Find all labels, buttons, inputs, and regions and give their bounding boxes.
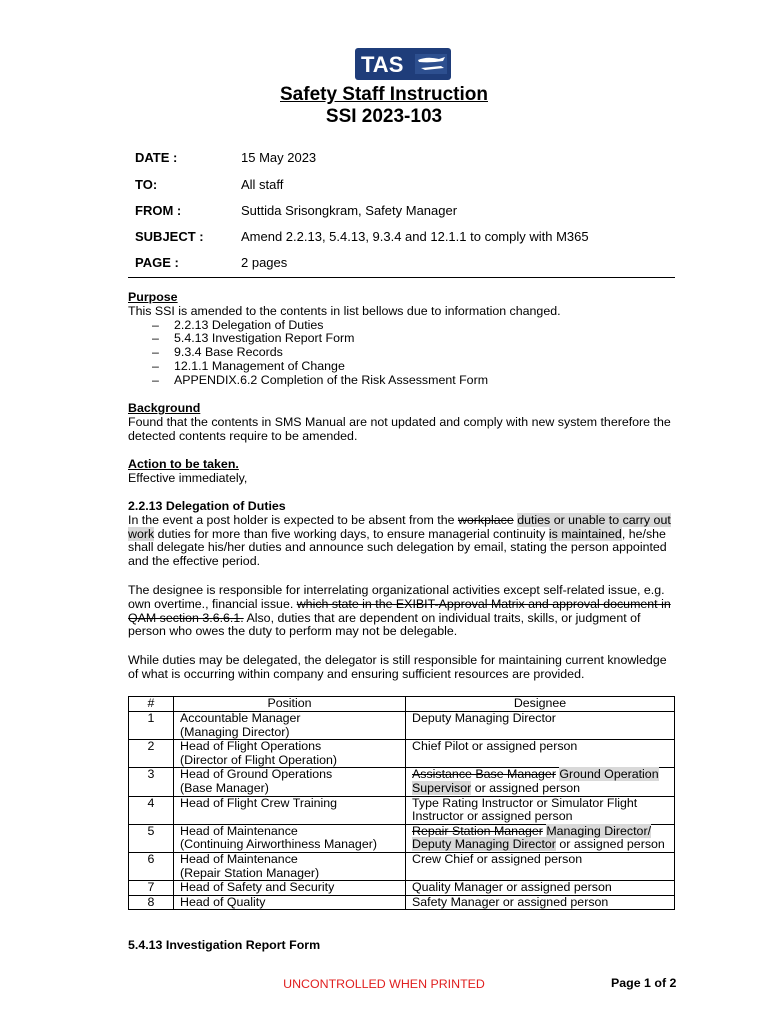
purpose-list	[128, 319, 680, 388]
company-logo	[355, 48, 451, 80]
page-number: Page 1 of 2	[611, 976, 677, 990]
table-row: 6 Head of Maintenance (Repair Station Manager) Crew Chief or assigned person	[129, 852, 675, 880]
section-2213	[128, 500, 680, 569]
tas-logo-icon	[355, 48, 451, 80]
background-section	[128, 402, 680, 443]
logo-text: TAS	[361, 52, 404, 77]
meta-label-from: FROM :	[135, 203, 182, 218]
meta-label-date: DATE :	[135, 150, 178, 165]
list-item: – 12.1.1 Management of Change	[128, 360, 680, 374]
struck-text: Repair Station Manager	[412, 823, 543, 838]
meta-label-to: TO:	[135, 177, 158, 192]
table-row: 2 Head of Flight Operations (Director of Flight Operation) Chief Pilot or assigned person	[129, 740, 675, 768]
table-row: 7 Head of Safety and Security Quality Manager or assigned person	[129, 881, 675, 896]
document-title: Safety Staff Instruction	[280, 84, 488, 105]
section-2213-paragraph-1: In the event a post holder is expected to be absent from the workplace duties or unable to carry out work duties for more than five working days, to ensure managerial continuity is maintained, he/she shall delegate his/her duties and announce such delegation by email, stating the person appointed and the effective period.	[128, 512, 671, 569]
highlighted-text: Managing Director/ Deputy Managing Director	[412, 823, 652, 852]
purpose-heading: Purpose	[128, 290, 178, 304]
purpose-text: This SSI is amended to the contents in list bellows due to information changed.	[128, 303, 561, 318]
table-row: 5 Head of Maintenance (Continuing Airworthiness Manager) Repair Station Manager Managing Director/ Deputy Managing Director or assigned person	[129, 824, 675, 852]
highlighted-text: duties or unable to carry out work	[128, 512, 671, 541]
section-5413-heading: 5.4.13 Investigation Report Form	[128, 938, 321, 952]
background-heading: Background	[128, 401, 201, 415]
action-section	[128, 458, 680, 486]
table-header: Designee	[406, 697, 675, 712]
table-row: 3 Head of Ground Operations (Base Manager) Assistance Base Manager Ground Operation Supervisor or assigned person	[129, 768, 675, 796]
highlighted-text: is maintained	[548, 526, 622, 541]
list-item: – 2.2.13 Delegation of Duties	[128, 319, 680, 333]
section-2213-paragraph-2: The designee is responsible for interrelating organizational activities except self-related issue, e.g. own overtime., financial issue. which state in the EXIBIT-Approval Matrix and approval document in QAM section 3.6.6.1. Also, duties that are dependent on individual traits, skills, or judgment of person who owes the duty to perform may not be delegable.	[128, 583, 671, 639]
meta-value-subject: Amend 2.2.13, 5.4.13, 9.3.4 and 12.1.1 to comply with M365	[241, 229, 589, 244]
action-text: Effective immediately,	[128, 470, 248, 485]
table-header: Position	[174, 697, 406, 712]
table-header: #	[129, 697, 174, 712]
struck-text: workplace	[457, 512, 514, 527]
meta-label-page: PAGE :	[135, 255, 179, 270]
meta-value-from: Suttida Srisongkram, Safety Manager	[241, 203, 458, 218]
struck-text: Assistance Base Manager	[412, 767, 556, 782]
table-header-row	[129, 697, 675, 712]
uncontrolled-notice: UNCONTROLLED WHEN PRINTED	[283, 977, 485, 991]
meta-value-date: 15 May 2023	[241, 150, 317, 165]
section-2213-paragraph-3: While duties may be delegated, the delegator is still responsible for maintaining current knowledge of what is occurring within company and ensuring sufficient resources are provided.	[128, 653, 667, 681]
list-item: – APPENDIX.6.2 Completion of the Risk Assessment Form	[128, 374, 680, 388]
meta-label-subject: SUBJECT :	[135, 229, 204, 244]
meta-value-page: 2 pages	[241, 255, 288, 270]
list-item: – 5.4.13 Investigation Report Form	[128, 332, 680, 346]
section-2213-heading: 2.2.13 Delegation of Duties	[128, 499, 286, 513]
purpose-section	[128, 291, 680, 388]
table-row: 4 Head of Flight Crew Training Type Rating Instructor or Simulator Flight Instructor or assigned person	[129, 796, 675, 824]
table-row: 1 Accountable Manager (Managing Director) Deputy Managing Director	[129, 712, 675, 740]
highlighted-text: Ground Operation Supervisor	[412, 767, 659, 795]
document-number: SSI 2023-103	[325, 106, 443, 127]
header-divider	[128, 277, 675, 278]
table-row: 8 Head of Quality Safety Manager or assigned person	[129, 895, 675, 910]
struck-text: which state in the EXIBIT-Approval Matrix and approval document in QAM section 3.6.6.1.	[128, 596, 671, 625]
background-text: Found that the contents in SMS Manual are not updated and comply with new system therefore the detected contents require to be amended.	[128, 414, 671, 443]
list-item: – 9.3.4 Base Records	[128, 346, 680, 360]
delegation-table	[128, 696, 675, 910]
action-heading: Action to be taken.	[128, 457, 239, 471]
meta-value-to: All staff	[241, 177, 284, 192]
